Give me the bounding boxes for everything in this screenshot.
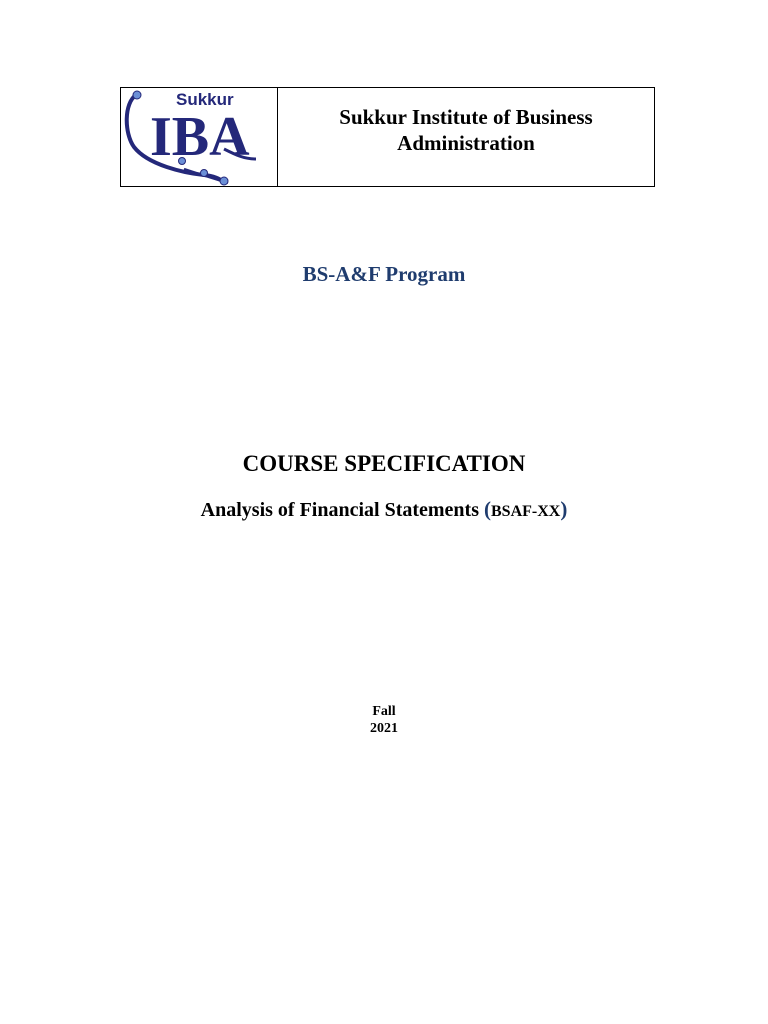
logo-sukkur-text: Sukkur xyxy=(176,90,234,109)
open-paren: ( xyxy=(484,497,491,521)
course-title: Analysis of Financial Statements xyxy=(200,499,479,521)
logo-cell xyxy=(121,88,278,186)
sukkur-iba-logo xyxy=(124,89,274,187)
institute-name: Sukkur Institute of Business Administration xyxy=(339,105,593,155)
term-season: Fall xyxy=(372,704,396,719)
institute-cell xyxy=(278,88,654,186)
course-specification-heading: COURSE SPECIFICATION xyxy=(242,451,526,476)
course-code: BSAF-XX xyxy=(491,503,561,520)
header-table xyxy=(120,87,655,187)
term-year: 2021 xyxy=(370,721,398,736)
course-title-line xyxy=(0,497,768,522)
program-title: BS-A&F Program xyxy=(302,262,466,286)
close-paren: ) xyxy=(560,497,568,521)
logo-iba-text: IBA xyxy=(150,106,250,168)
term-block xyxy=(0,703,768,737)
